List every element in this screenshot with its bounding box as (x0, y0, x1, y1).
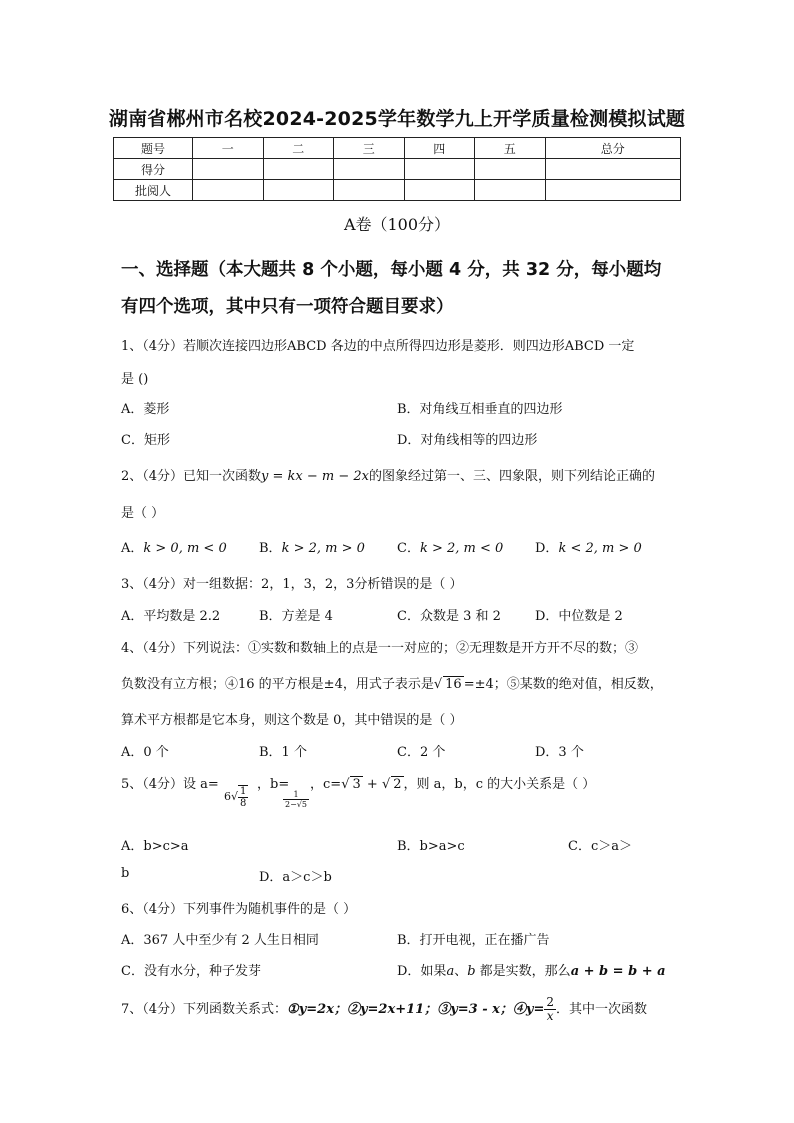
q4-radicand: 16 (445, 677, 462, 692)
score-table (113, 137, 681, 201)
q1-option-d[interactable]: D．对角线相等的四边形 (397, 433, 538, 448)
q2-option-a[interactable] (121, 537, 227, 556)
option-math: k < 2, m > 0 (558, 541, 642, 556)
q6-option-c[interactable]: C．没有水分，种子发芽 (121, 964, 261, 979)
q6-option-d[interactable] (397, 960, 666, 979)
q4-option-b[interactable]: B．1 个 (259, 745, 307, 760)
q5-b-frac (283, 790, 309, 809)
q3-option-a[interactable]: A．平均数是 2.2 (121, 609, 221, 624)
q7-f4-pre: ④y= (512, 1002, 545, 1017)
q5-option-b[interactable]: B．b>a>c (397, 839, 465, 854)
q5-a-den: 8 (240, 798, 247, 809)
q5-b-num: 1 (283, 790, 309, 800)
grader-cell[interactable] (263, 180, 334, 201)
q5-option-a[interactable]: A．b>c>a (121, 839, 189, 854)
header-cell: 题号 (114, 138, 193, 159)
score-cell[interactable] (193, 159, 264, 180)
q5-prefix: 5、（4分）设 a= (121, 777, 219, 792)
q1-option-c[interactable]: C．矩形 (121, 433, 170, 448)
q5-c-plus: + (362, 777, 382, 792)
q5-c-rad2: 2 (393, 777, 402, 792)
q7-f1: ①y=2x； (287, 1002, 347, 1017)
q5-a-fraction (238, 785, 248, 809)
q1-option-b[interactable]: B．对角线互相垂直的四边形 (397, 402, 563, 417)
q5-b-label: ，b= (257, 777, 290, 792)
q4-option-a[interactable]: A．0 个 (121, 745, 169, 760)
q3-option-c[interactable]: C．众数是 3 和 2 (397, 609, 501, 624)
q5-a-num: 1 (240, 786, 247, 797)
option-label: D． (535, 541, 559, 556)
header-cell: 四 (404, 138, 475, 159)
part1-heading-line2: 有四个选项，其中只有一项符合题目要求） (121, 297, 454, 317)
q4-stem-line2 (121, 673, 663, 692)
option-label: B． (259, 541, 282, 556)
score-cell[interactable] (334, 159, 405, 180)
q5-c-expression (310, 773, 595, 792)
q7-prefix: 7、（4分）下列函数关系式： (121, 1002, 288, 1017)
q7-suffix: ．其中一次函数 (555, 1002, 647, 1017)
q7-stem (121, 996, 647, 1023)
q7-f2: ②y=2x+11； (346, 1002, 438, 1017)
q7-f3: ③y=3 - x； (437, 1002, 513, 1017)
part1-heading-line1: 一、选择题（本大题共 8 个小题，每小题 4 分，共 32 分，每小题均 (121, 260, 662, 280)
q4-option-c[interactable]: C．2 个 (397, 745, 446, 760)
q7-f4-num: 2 (546, 995, 554, 1009)
q4-stem-line1: 4、（4分）下列说法：①实数和数轴上的点是一一对应的；②无理数是开方开不尽的数；③ (121, 641, 639, 656)
sqrt-sign: √ (433, 677, 443, 692)
grader-cell[interactable] (193, 180, 264, 201)
score-row (114, 159, 681, 180)
q2-option-c[interactable] (397, 537, 503, 556)
q5-suffix: ，则 a，b，c 的大小关系是（ ） (403, 777, 596, 792)
q1-option-a[interactable]: A．菱形 (121, 402, 170, 417)
q5-stem (121, 773, 219, 792)
q6-d-b: b (467, 964, 476, 979)
option-label: A． (121, 541, 144, 556)
row-label: 批阅人 (114, 180, 193, 201)
grader-cell[interactable] (404, 180, 475, 201)
q3-option-b[interactable]: B．方差是 4 (259, 609, 333, 624)
q6-option-b[interactable]: B．打开电视，正在播广告 (397, 933, 550, 948)
option-math: k > 2, m < 0 (419, 541, 504, 556)
score-table-header-row (114, 138, 681, 159)
q1-stem-line2: 是 () (121, 372, 149, 387)
q3-stem: 3、（4分）对一组数据：2，1，3，2，3分析错误的是（ ） (121, 577, 463, 592)
q2-stem-line1 (121, 465, 655, 484)
header-cell: 总分 (545, 138, 681, 159)
q4-line2-pre: 负数没有立方根；④16 的平方根是±4，用式子表示是 (121, 677, 434, 692)
option-math: k > 0, m < 0 (143, 541, 227, 556)
score-cell[interactable] (263, 159, 334, 180)
score-cell[interactable] (545, 159, 681, 180)
q5-c-rad1: 3 (352, 777, 361, 792)
option-math: k > 2, m > 0 (281, 541, 365, 556)
q5-a-coef: 6 (224, 790, 231, 803)
score-cell[interactable] (404, 159, 475, 180)
q2-option-b[interactable] (259, 537, 365, 556)
score-cell[interactable] (475, 159, 546, 180)
exam-title: 湖南省郴州市名校2024-2025学年数学九上开学质量检测模拟试题 (108, 108, 686, 130)
header-cell: 二 (263, 138, 334, 159)
q2-prefix: 2、（4分）已知一次函数 (121, 469, 262, 484)
q2-formula: y = kx − m − 2x (261, 469, 370, 484)
q5-option-c[interactable]: C．c＞a＞ (568, 839, 632, 854)
q4-stem-line3: 算术平方根都是它本身，则这个数是 0，其中错误的是（ ） (121, 713, 463, 728)
q5-b-den: 2−√5 (285, 800, 307, 809)
q6-d-sep: 、 (454, 964, 468, 979)
q1-stem-line1: 1、（4分）若顺次连接四边形ABCD 各边的中点所得四边形是菱形．则四边形ABCD 一定 (121, 339, 635, 354)
q6-option-a[interactable]: A．367 人中至少有 2 人生日相同 (121, 933, 319, 948)
grader-row (114, 180, 681, 201)
sqrt-sign: √ (231, 790, 239, 803)
q6-d-pre: D．如果 (397, 964, 447, 979)
q2-suffix: 的图象经过第一、三、四象限，则下列结论正确的 (369, 469, 656, 484)
q2-option-d[interactable] (535, 537, 642, 556)
q5-a-expression (224, 785, 248, 809)
q5-option-c-wrap[interactable]: b (121, 866, 130, 881)
header-cell: 三 (334, 138, 405, 159)
option-label: C． (397, 541, 420, 556)
sqrt-sign: √ (381, 777, 391, 792)
q6-d-mid: 都是实数，那么 (475, 964, 571, 979)
header-cell: 一 (193, 138, 264, 159)
q7-f4-den: x (546, 1009, 554, 1023)
grader-cell[interactable] (545, 180, 681, 201)
q2-stem-line2: 是（ ） (121, 506, 165, 521)
q7-f4-fraction (544, 996, 556, 1023)
header-cell: 五 (475, 138, 546, 159)
q4-line2-post: =±4；⑤某数的绝对值，相反数， (463, 677, 663, 692)
q6-d-equation: a + b = b + a (570, 964, 666, 979)
q6-stem: 6、（4分）下列事件为随机事件的是（ ） (121, 902, 357, 917)
section-a-heading: A卷（100分） (343, 215, 451, 234)
grader-cell[interactable] (334, 180, 405, 201)
sqrt-sign: √ (341, 777, 350, 792)
q5-c-label: ，c= (310, 777, 342, 792)
row-label: 得分 (114, 159, 193, 180)
q6-d-a: a (446, 964, 455, 979)
q5-option-d[interactable]: D．a＞c＞b (259, 870, 332, 885)
q3-option-d[interactable]: D．中位数是 2 (535, 609, 623, 624)
grader-cell[interactable] (475, 180, 546, 201)
q5-b-fraction (283, 790, 309, 809)
q4-option-d[interactable]: D．3 个 (535, 745, 584, 760)
